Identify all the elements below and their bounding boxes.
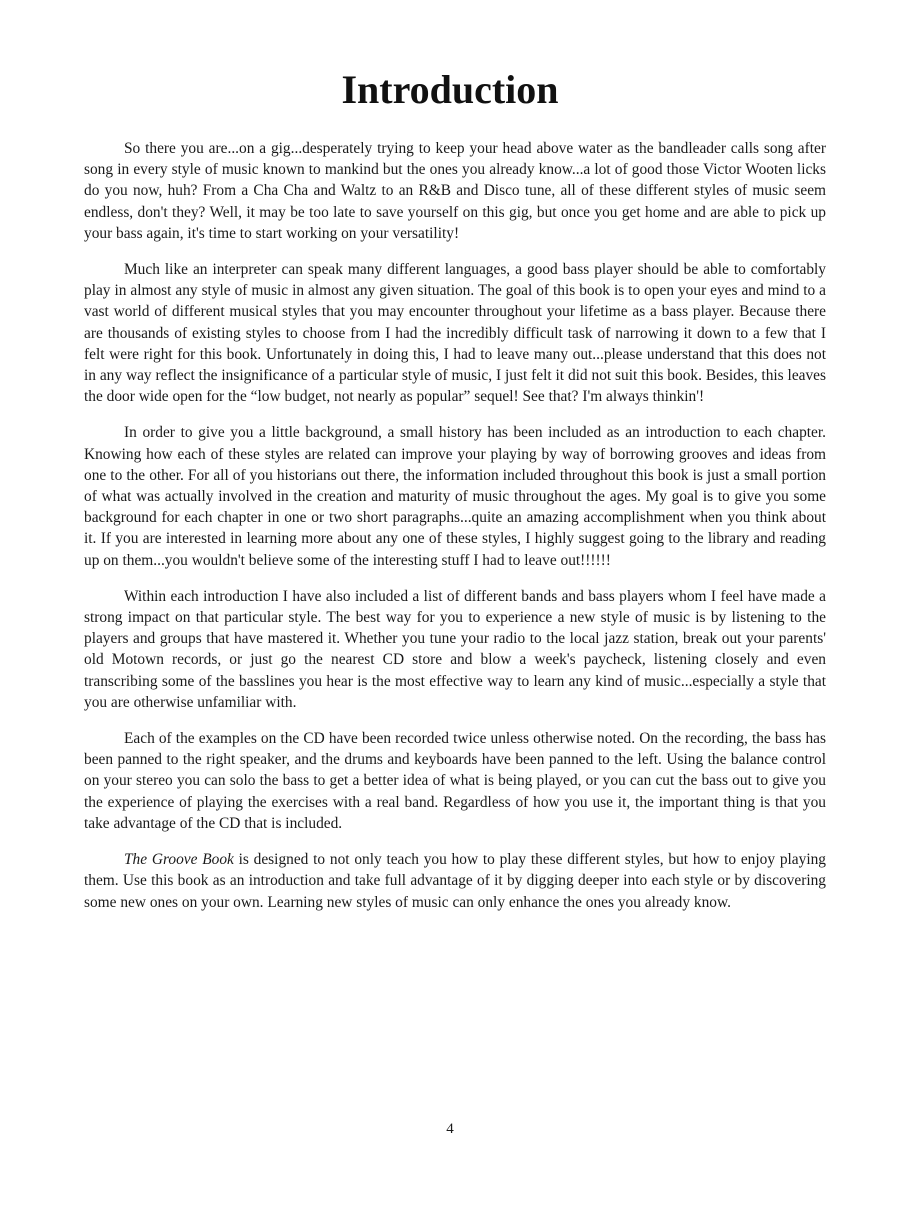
page-number: 4 bbox=[446, 1121, 454, 1137]
paragraph-2: Much like an interpreter can speak many different languages, a good bass player should be able to comfortably play in almost any style of music in almost any given situation. The goal of this book is to open your eyes and mind to a vast world of different musical styles that you may encounter throughout your lifetime as a bass player. Because there are thousands of existing styles to choose from I had the incredibly difficult task of narrowing it down to a few that I felt were right for this book. Unfortunately in doing this, I had to leave many out...please understand that this does not in any way reflect the insignificance of a particular style of music, I just felt it did not suit this book. Besides, this leaves the door wide open for the “low budget, not nearly as popular” sequel! See that? I'm always thinkin'! bbox=[84, 261, 826, 406]
book-title: The Groove Book bbox=[124, 851, 234, 869]
page-title: Introduction bbox=[341, 67, 559, 112]
paragraph-5: Each of the examples on the CD have been recorded twice unless otherwise noted. On the recording, the bass has been panned to the right speaker, and the drums and keyboards have been panned to the left. Using the balance control on your stereo you can solo the bass to get a better idea of what is being played, or you can cut the bass out to give you the experience of playing the exercises with a real band. Regardless of how you use it, the important thing is that you take advantage of the CD that is included. bbox=[84, 730, 826, 832]
paragraph-6-text: is designed to not only teach you how to play these different styles, but how to enjoy playing them. Use this book as an introduction and take full advantage of it by digging deeper into each style or by discovering some new ones on your own. Learning new styles of music can only enhance the ones you already know. bbox=[84, 851, 826, 911]
paragraph-1: So there you are...on a gig...desperately trying to keep your head above water as the bandleader calls song after song in every style of music known to mankind but the ones you already know...a lot of good those Victor Wooten licks do you now, huh? From a Cha Cha and Waltz to an R&B and Disco tune, all of these different styles of music seem endless, don't they? Well, it may be too late to save yourself on this gig, but once you get home and are able to pick up your bass again, it's time to start working on your versatility! bbox=[84, 140, 826, 242]
paragraph-6 bbox=[84, 849, 826, 913]
paragraph-4: Within each introduction I have also included a list of different bands and bass players whom I feel have made a strong impact on that particular style. The best way for you to experience a new style of music is by listening to the players and groups that have mastered it. Whether you tune your radio to the local jazz station, break out your parents' old Motown records, or just go the nearest CD store and blow a week's paycheck, listening closely and even transcribing some of the basslines you hear is the most effective way to learn any kind of music...especially a style that you are otherwise unfamiliar with. bbox=[84, 587, 826, 711]
introduction-body bbox=[84, 138, 826, 913]
paragraph-3: In order to give you a little background, a small history has been included as an introduction to each chapter. Knowing how each of these styles are related can improve your playing by way of borrowing grooves and ideas from one to the other. For all of you historians out there, the information included throughout this book is just a small portion of what was actually involved in the creation and maturity of music throughout the ages. My goal is to give you some background for each chapter in one or two short paragraphs...quite an amazing accomplishment when you think about it. If you are interested in learning more about any one of these styles, I highly suggest going to the library and reading up on them...you wouldn't believe some of the interesting stuff I had to leave out!!!!!! bbox=[84, 424, 826, 569]
